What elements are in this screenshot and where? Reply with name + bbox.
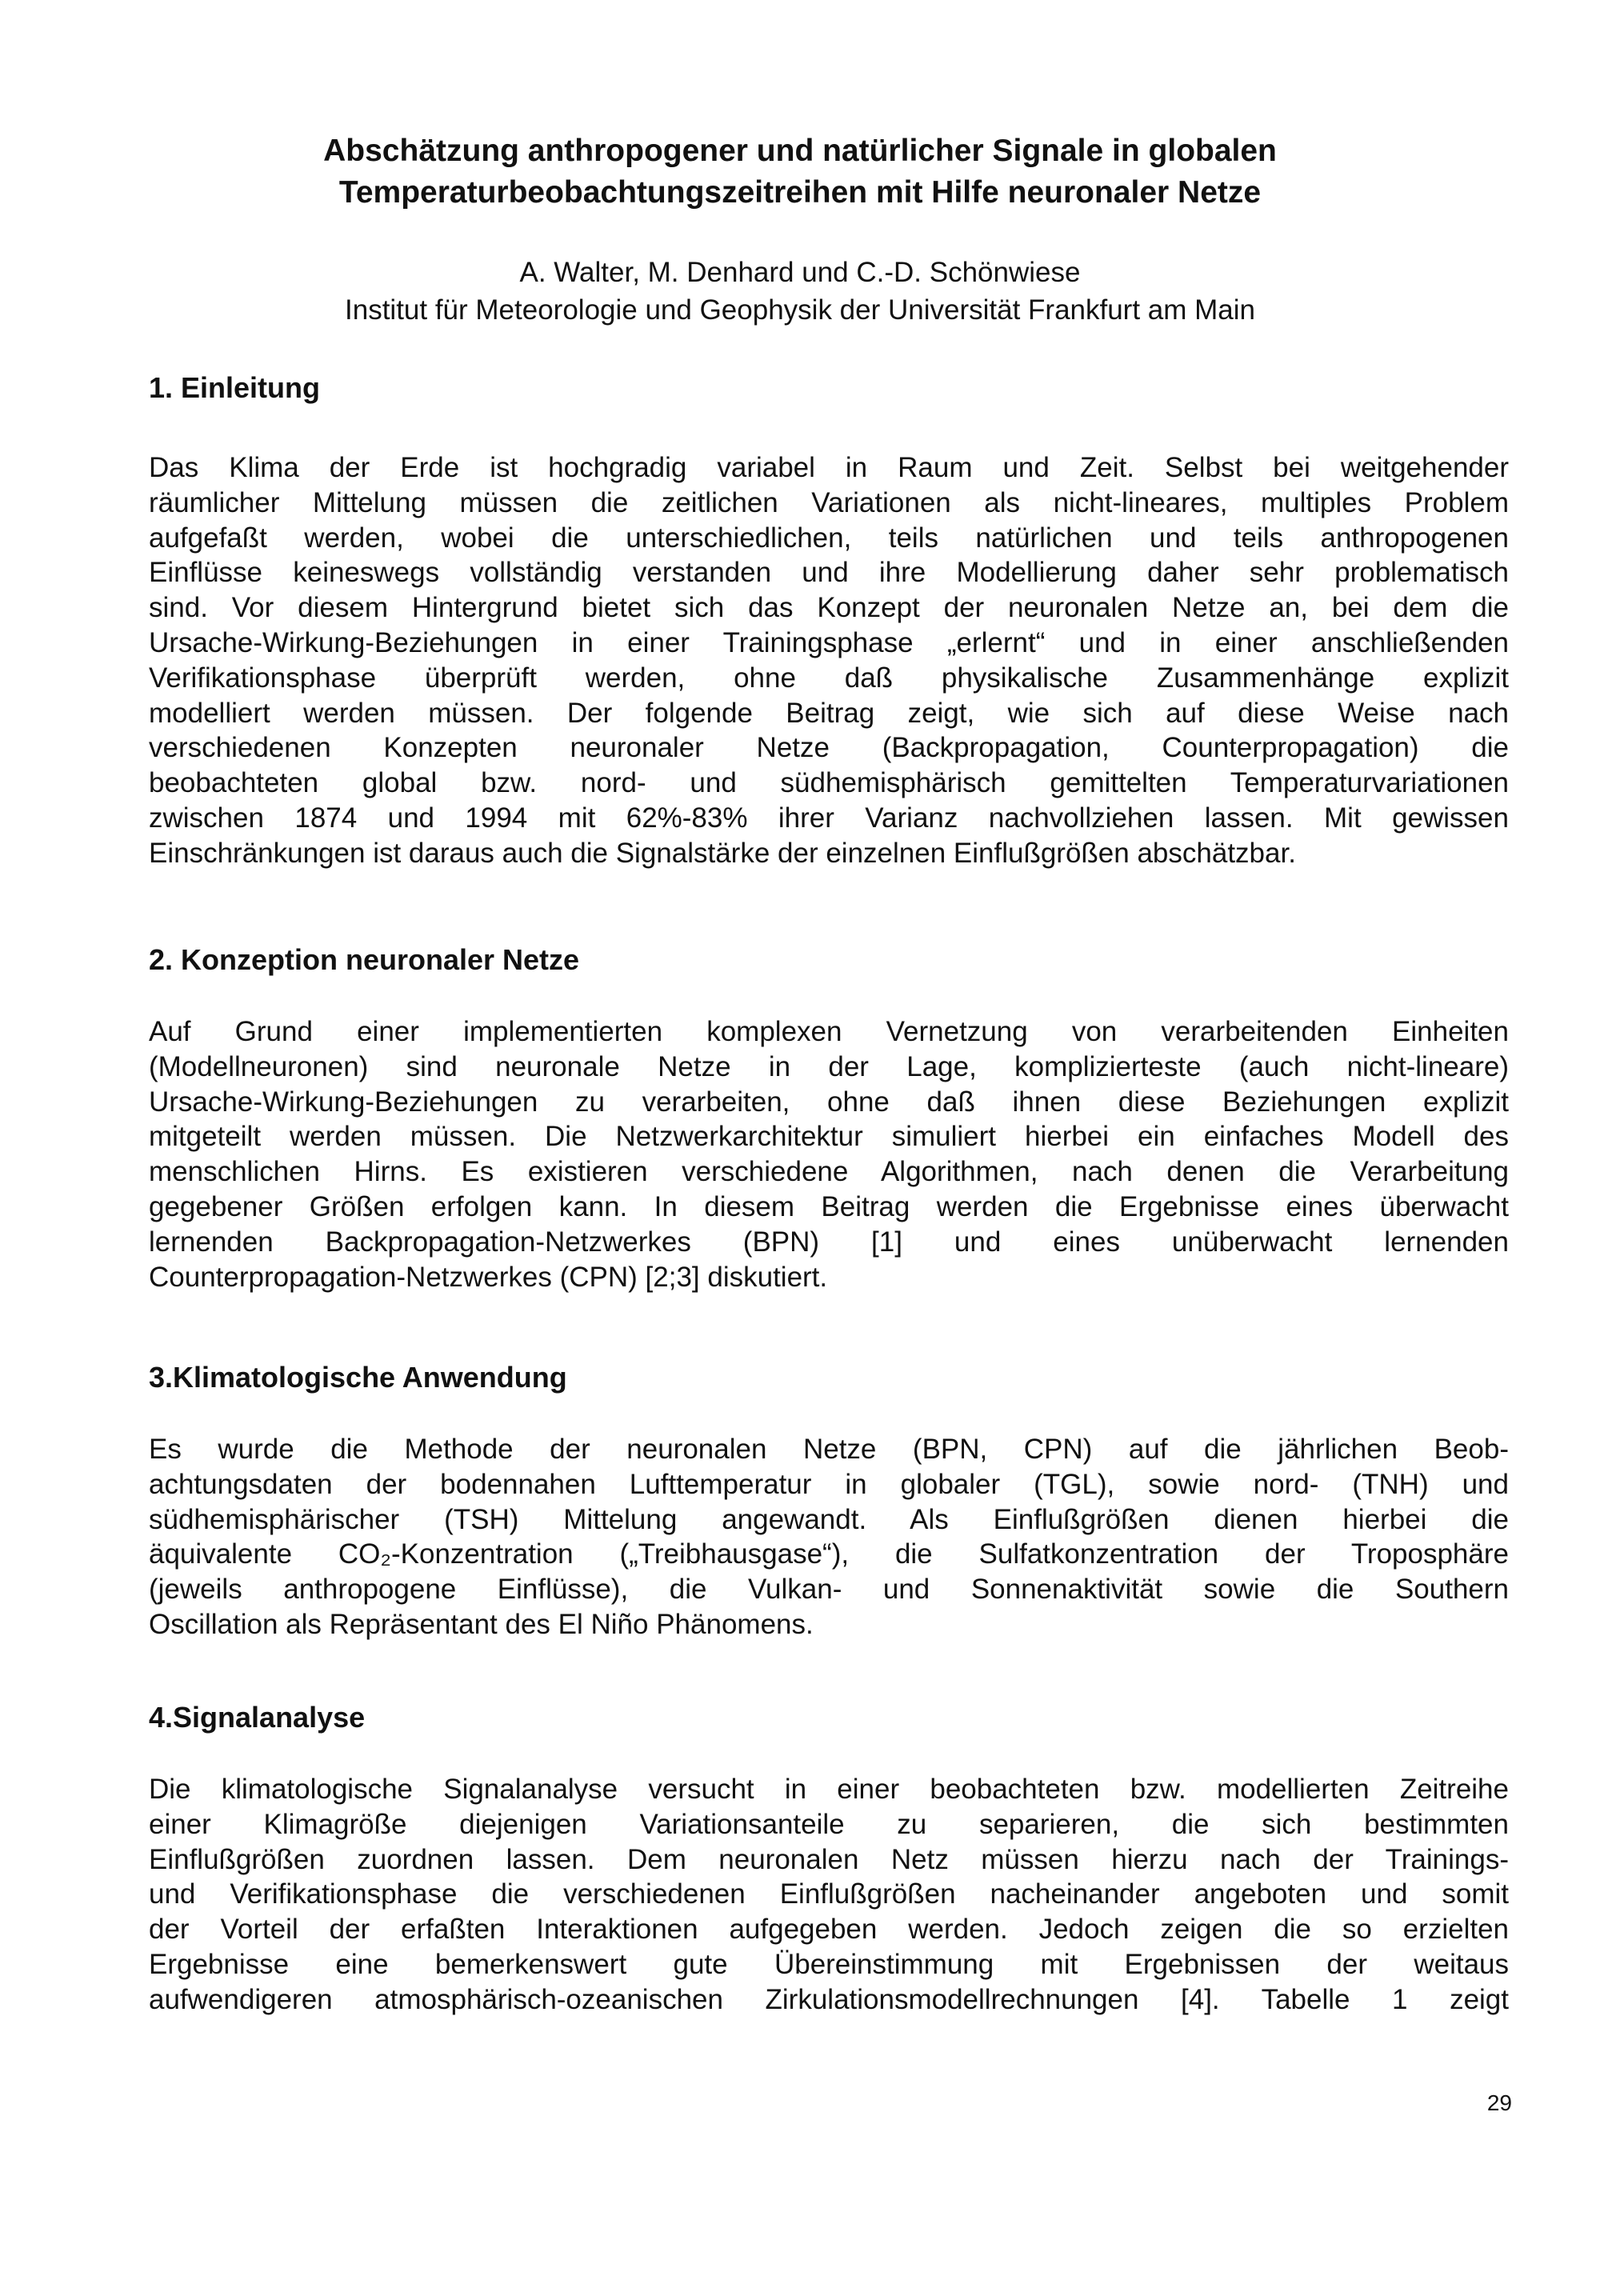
text-line: gegebener Größen erfolgen kann. In diesem Beitrag werden die Ergebnisse eines überwacht: [149, 1190, 1509, 1222]
text-line: Auf Grund einer implementierten komplexen Vernetzung von verarbeitenden Einheiten: [149, 1016, 1509, 1047]
text-line: achtungsdaten der bodennahen Lufttemperatur in globaler (TGL), sowie nord- (TNH) und: [149, 1468, 1509, 1500]
authors: A. Walter, M. Denhard und C.-D. Schönwiese: [519, 257, 1081, 288]
section-heading: 3.Klimatologische Anwendung: [149, 1361, 567, 1394]
text-line: der Vorteil der erfaßten Interaktionen aufgegeben werden. Jedoch zeigen die so erzielten: [149, 1914, 1509, 1946]
text-line: modelliert werden müssen. Der folgende Beitrag zeigt, wie sich auf diese Weise nach: [149, 697, 1509, 729]
text-line: Verifikationsphase überprüft werden, ohne daß physikalische Zusammenhänge explizit: [149, 662, 1509, 694]
paper-title: [160, 130, 1440, 214]
text-line: Ursache-Wirkung-Beziehungen zu verarbeiten, ohne daß ihnen diese Beziehungen explizit: [149, 1086, 1509, 1118]
section-heading: 4.Signalanalyse: [149, 1701, 366, 1734]
text-line: Es wurde die Methode der neuronalen Netze (BPN, CPN) auf die jährlichen Beob-: [149, 1434, 1509, 1465]
text-line: Einflußgrößen zuordnen lassen. Dem neuronalen Netz müssen hierzu nach der Trainings-: [149, 1843, 1509, 1875]
text-line: Oscillation als Repräsentant des El Niño Phänomens.: [149, 1608, 814, 1640]
text-line: Ursache-Wirkung-Beziehungen in einer Trainingsphase „erlernt“ und in einer anschließenden: [149, 626, 1509, 658]
section-paragraph: [149, 1772, 1509, 2018]
affiliation: Institut für Meteorologie und Geophysik der Universität Frankfurt am Main: [345, 294, 1255, 326]
text-line: zwischen 1874 und 1994 mit 62%-83% ihrer Varianz nachvollziehen lassen. Mit gewissen: [149, 802, 1509, 834]
text-line: Die klimatologische Signalanalyse versucht in einer beobachteten bzw. modellierten Zeitreihe: [149, 1774, 1509, 1805]
text-line: Das Klima der Erde ist hochgradig variabel in Raum und Zeit. Selbst bei weitgehender: [149, 452, 1509, 483]
text-line: einer Klimagröße diejenigen Variationsanteile zu separieren, die sich bestimmten: [149, 1808, 1509, 1840]
text-line: sind. Vor diesem Hintergrund bietet sich das Konzept der neuronalen Netze an, bei dem die: [149, 592, 1509, 624]
section-heading: 2. Konzeption neuronaler Netze: [149, 943, 580, 976]
text-line: und Verifikationsphase die verschiedenen Einflußgrößen nacheinander angeboten und somit: [149, 1878, 1509, 1910]
text-line: Ergebnisse eine bemerkenswert gute Übereinstimmung mit Ergebnissen der weitaus: [149, 1948, 1509, 1980]
section-heading: 1. Einleitung: [149, 371, 321, 404]
text-line: südhemisphärischer (TSH) Mittelung angewandt. Als Einflußgrößen dienen hierbei die: [149, 1503, 1509, 1535]
page-number: 29: [1486, 2090, 1512, 2115]
title-line-1: Abschätzung anthropogener und natürlicher Signale in globalen: [323, 134, 1277, 168]
text-line: Einflüsse keineswegs vollständig verstanden und ihre Modellierung daher sehr problematisch: [149, 557, 1509, 589]
text-line: Einschränkungen ist daraus auch die Signalstärke der einzelnen Einflußgrößen abschätzbar.: [149, 837, 1296, 869]
text-line: verschiedenen Konzepten neuronaler Netze (Backpropagation, Counterpropagation) die: [149, 732, 1509, 764]
section-paragraph: [149, 1014, 1509, 1294]
text-line: (jeweils anthropogene Einflüsse), die Vulkan- und Sonnenaktivität sowie die Southern: [149, 1574, 1509, 1606]
text-line: äquivalente CO₂-Konzentration („Treibhausgase“), die Sulfatkonzentration der Troposphäre: [149, 1538, 1509, 1570]
text-line: beobachteten global bzw. nord- und südhemisphärisch gemittelten Temperaturvariationen: [149, 767, 1509, 799]
section-paragraph: [149, 450, 1509, 871]
text-line: aufwendigeren atmosphärisch-ozeanischen Zirkulationsmodellrechnungen [4]. Tabelle 1 zeigt: [149, 1983, 1509, 2015]
text-line: menschlichen Hirns. Es existieren verschiedene Algorithmen, nach denen die Verarbeitung: [149, 1156, 1509, 1188]
section-paragraph: [149, 1432, 1509, 1642]
text-line: lernenden Backpropagation-Netzwerkes (BPN) [1] und eines unüberwacht lernenden: [149, 1226, 1509, 1258]
text-line: aufgefaßt werden, wobei die unterschiedlichen, teils natürlichen und teils anthropogenen: [149, 522, 1509, 554]
title-line-2: Temperaturbeobachtungszeitreihen mit Hilfe neuronaler Netze: [338, 175, 1262, 210]
text-line: (Modellneuronen) sind neuronale Netze in der Lage, komplizierteste (auch nicht-lineare): [149, 1050, 1509, 1082]
text-line: Counterpropagation-Netzwerkes (CPN) [2;3] diskutiert.: [149, 1261, 828, 1293]
text-line: mitgeteilt werden müssen. Die Netzwerkarchitektur simuliert hierbei ein einfaches Modell des: [149, 1121, 1509, 1153]
text-line: räumlicher Mittelung müssen die zeitlichen Variationen als nicht-lineares, multiples Problem: [149, 486, 1509, 518]
